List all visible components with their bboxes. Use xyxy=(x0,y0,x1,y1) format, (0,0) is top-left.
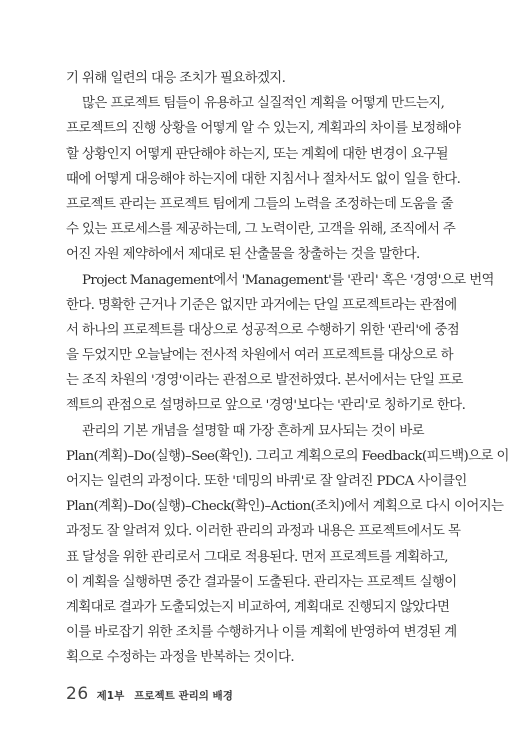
paragraph xyxy=(66,66,424,91)
text-line: 때에 어떻게 대응해야 하는지에 대한 지침서나 절차서도 없이 일을 한다. xyxy=(66,171,461,187)
part-label: 제1부 xyxy=(96,690,125,702)
paragraph xyxy=(66,419,509,671)
text-line: 어진 자원 제약하에서 제대로 된 산출물을 창출하는 것을 말한다. xyxy=(66,247,420,263)
text-line: 할 상황인지 어떻게 판단해야 하는지, 또는 계획에 대한 변경이 요구될 xyxy=(66,146,448,162)
paragraph xyxy=(66,268,494,419)
text-line: 한다. 명확한 근거나 기준은 없지만 과거에는 단일 프로젝트라는 관점에 xyxy=(66,297,457,313)
text-line: 프로젝트 관리는 프로젝트 팀에게 그들의 노력을 조정하는데 도움을 줄 xyxy=(66,196,453,212)
text-line: 어지는 일련의 과정이다. 또한 '데밍의 바퀴'로 잘 알려진 PDCA 사이클인 xyxy=(66,474,467,489)
text-line: 젝트의 관점으로 설명하므로 앞으로 '경영'보다는 '관리'로 칭하기로 한다. xyxy=(66,398,466,414)
text-line: 서 하나의 프로젝트를 대상으로 성공적으로 수행하기 위한 '관리'에 중점 xyxy=(66,322,460,338)
paragraph xyxy=(66,91,461,267)
page-number: 26 xyxy=(66,684,89,704)
text-line: 이 계획을 실행하면 중간 결과물이 도출된다. 관리자는 프로젝트 실행이 xyxy=(66,574,457,590)
text-line: 는 조직 차원의 '경영'이라는 관점으로 발전하였다. 본서에서는 단일 프로 xyxy=(66,373,463,389)
text-line: 이를 바로잡기 위한 조치를 수행하거나 이를 계획에 반영하여 변경된 계 xyxy=(66,625,457,641)
text-line: 표 달성을 위한 관리로서 그대로 적용된다. 먼저 프로젝트를 계획하고, xyxy=(66,549,448,565)
text-line: 계획대로 결과가 도출되었는지 비교하여, 계획대로 진행되지 않았다면 xyxy=(66,599,450,615)
text-line: Plan(계획)–Do(실행)–Check(확인)–Action(조치)에서 계획으로 다시 이어지는 xyxy=(66,499,504,515)
body-text xyxy=(66,66,509,671)
text-line: 과정도 잘 알려져 있다. 이러한 관리의 과정과 내용은 프로젝트에서도 목 xyxy=(66,524,461,540)
text-line: 획으로 수정하는 과정을 반복하는 것이다. xyxy=(66,650,294,666)
text-line: Plan(계획)–Do(실행)–See(확인). 그리고 계획으로의 Feedback(피드백)으로 이 xyxy=(66,448,509,464)
text-line: 수 있는 프로세스를 제공하는데, 그 노력이란, 고객을 위해, 조직에서 주 xyxy=(66,222,456,238)
text-line: 관리의 기본 개념을 설명할 때 가장 흔하게 묘사되는 것이 바로 xyxy=(82,423,424,439)
page-footer xyxy=(66,684,233,704)
text-line: 을 두었지만 오늘날에는 전사적 차원에서 여러 프로젝트를 대상으로 하 xyxy=(66,348,453,364)
chapter-title: 프로젝트 관리의 배경 xyxy=(134,690,233,702)
text-line: 프로젝트의 진행 상황을 어떻게 알 수 있는지, 계획과의 차이를 보정해야 xyxy=(66,121,461,137)
text-line: 많은 프로젝트 팀들이 유용하고 실질적인 계획을 어떻게 만드는지, xyxy=(82,96,445,112)
text-line: 기 위해 일련의 대응 조치가 필요하겠지. xyxy=(66,71,286,86)
text-line: Project Management에서 'Management'를 '관리' 혹은 '경영'으로 번역 xyxy=(82,272,494,288)
